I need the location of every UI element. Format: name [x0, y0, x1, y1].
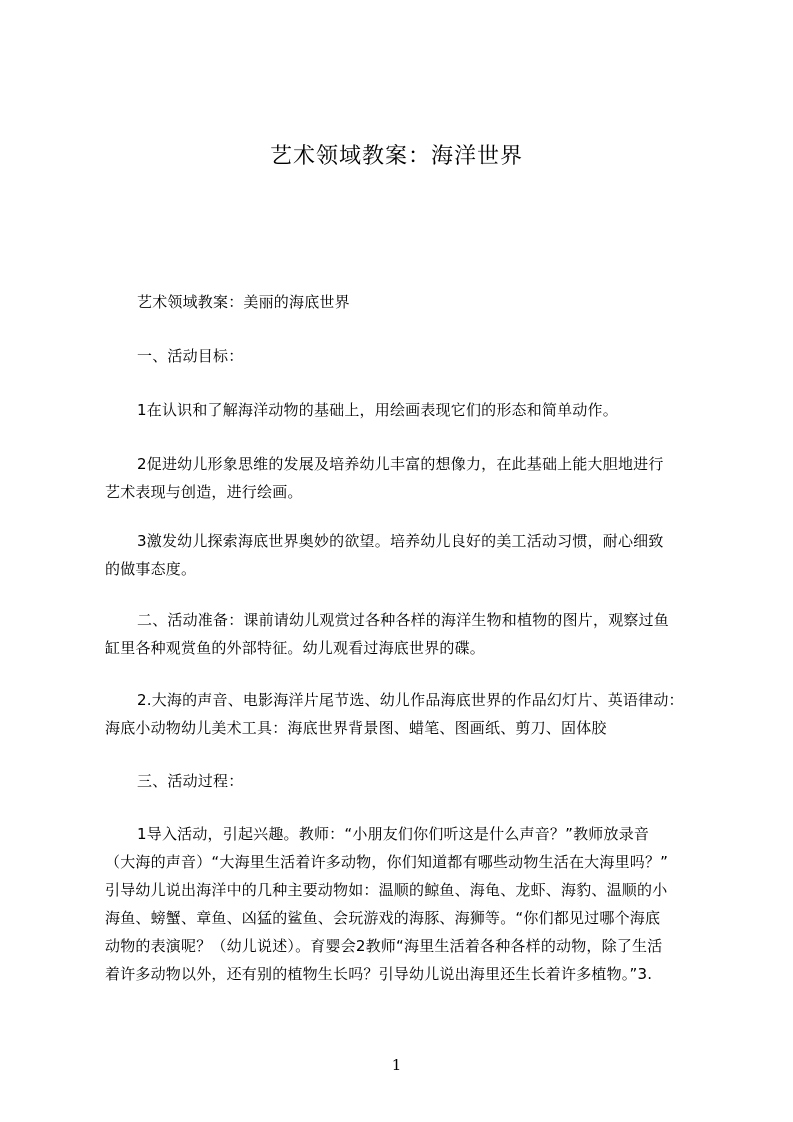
- process-line-5: 动物的表演呢？（幼儿说述）。育婴会2教师“海里生活着各种各样的动物，除了生活: [105, 937, 663, 955]
- goal-2-line-2: 艺术表现与创造，进行绘画。: [105, 483, 303, 501]
- process-line-1: 1导入活动，引起兴趣。教师：“小朋友们你们听这是什么声音？”教师放录音: [137, 825, 650, 843]
- page-number: 1: [391, 1056, 402, 1074]
- process-line-3: 引导幼儿说出海洋中的几种主要动物如：温顺的鲸鱼、海龟、龙虾、海豹、温顺的小: [105, 881, 668, 899]
- process-heading: [105, 767, 715, 795]
- goal-2-paragraph: [105, 450, 715, 506]
- goal-3-line-2: 的做事态度。: [105, 560, 197, 578]
- goal-1-line: 1在认识和了解海洋动物的基础上，用绘画表现它们的形态和简单动作。: [137, 401, 618, 419]
- preparation-2-paragraph: [105, 686, 715, 742]
- process-paragraph: [105, 820, 715, 988]
- process-line-4: 海鱼、螃蟹、章鱼、凶猛的鲨鱼、会玩游戏的海豚、海狮等。“你们都见过哪个海底: [105, 909, 661, 927]
- preparation-2-line-1: 2.大海的声音、电影海洋片尾节选、幼儿作品海底世界的作品幻灯片、英语律动：: [137, 691, 684, 709]
- preparation-2-line-2: 海底小动物幼儿美术工具：海底世界背景图、蜡笔、图画纸、剪刀、固体胶: [105, 719, 607, 737]
- goal-1-paragraph: [105, 396, 715, 424]
- process-line-2: （大海的声音）“大海里生活着许多动物，你们知道都有哪些动物生活在大海里吗？”: [105, 853, 669, 871]
- goal-2-line-1: 2促进幼儿形象思维的发展及培养幼儿丰富的想像力，在此基础上能大胆地进行: [137, 455, 664, 473]
- preparation-line-2: 缸里各种观赏鱼的外部特征。幼儿观看过海底世界的碟。: [105, 639, 486, 657]
- preparation-paragraph: [105, 606, 715, 662]
- goals-heading-line: 一、活动目标：: [137, 347, 244, 365]
- process-line-6: 着许多动物以外，还有别的植物生长吗？引导幼儿说出海里还生长着许多植物。”3.: [105, 965, 653, 983]
- document-title: 艺术领域教案：海洋世界: [269, 144, 523, 169]
- subtitle-paragraph: [105, 288, 715, 316]
- preparation-line-1: 二、活动准备：课前请幼儿观赏过各种各样的海洋生物和植物的图片，观察过鱼: [137, 611, 670, 629]
- goals-heading: [105, 342, 715, 370]
- goal-3-paragraph: [105, 527, 715, 583]
- goal-3-line-1: 3激发幼儿探索海底世界奥妙的欲望。培养幼儿良好的美工活动习惯，耐心细致: [137, 532, 664, 550]
- subtitle-line: 艺术领域教案：美丽的海底世界: [137, 293, 350, 311]
- process-heading-line: 三、活动过程：: [137, 772, 244, 790]
